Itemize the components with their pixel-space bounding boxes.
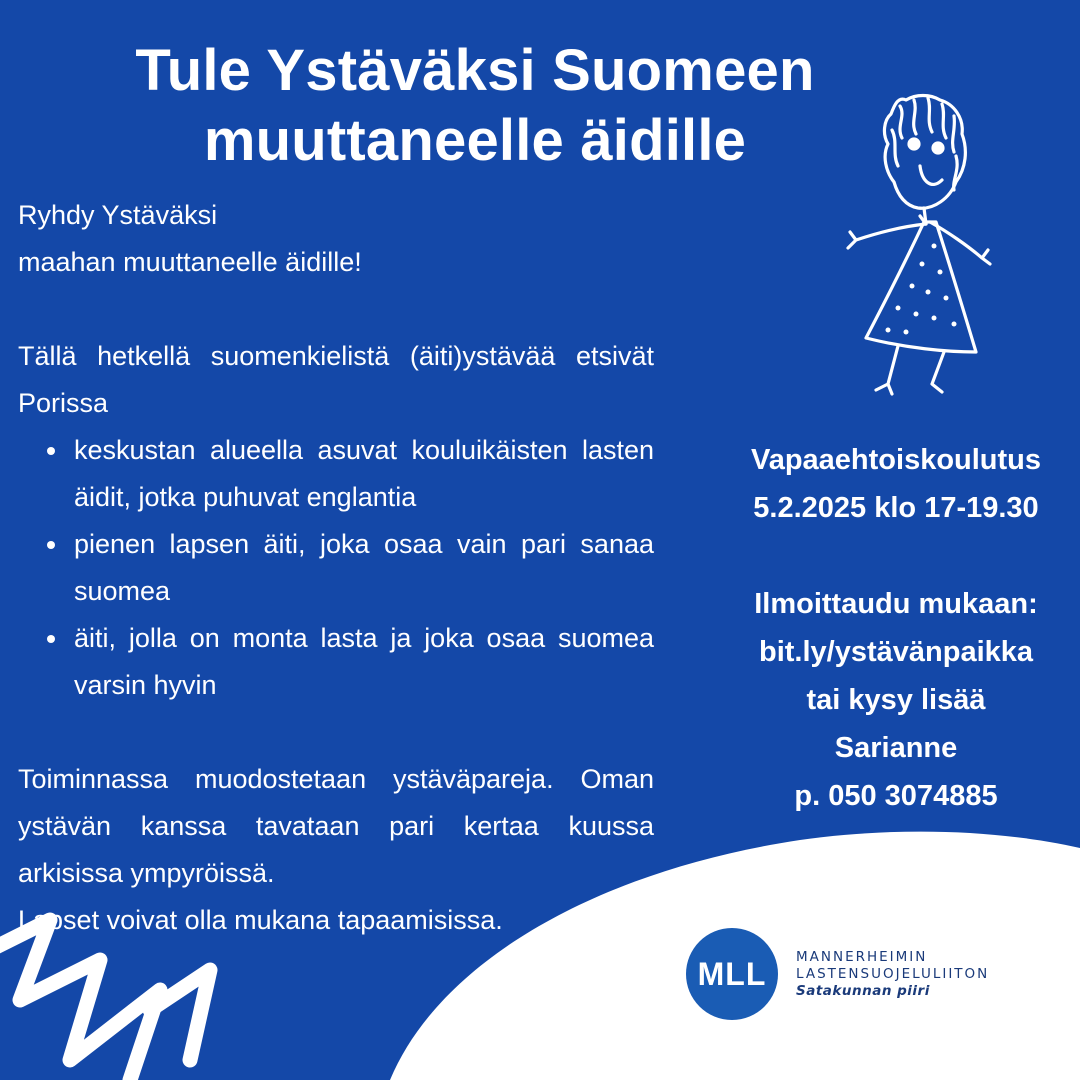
info-panel [710,436,1080,820]
intro-line-1: Ryhdy Ystäväksi [18,200,218,230]
signup-link[interactable]: bit.ly/ystävänpaikka [758,636,1034,668]
logo-line-1: MANNERHEIMIN [796,948,928,965]
training-datetime: 5.2.2025 klo 17-19.30 [753,492,1039,524]
logo-text [796,949,989,1000]
title-line-2: muuttaneelle äidille [203,108,747,173]
list-item: keskustan alueella asuvat kouluikäisten lasten äidit, jotka puhuvat englantia [74,427,654,521]
mll-logo [686,928,989,1020]
page-title [40,36,910,176]
title-line-1: Tule Ystäväksi Suomeen [135,38,815,103]
children-text: Lapset voivat olla mukana tapaamisissa. [18,905,503,935]
contact-name: Sarianne [834,732,958,764]
logo-line-3: Satakunnan piiri [796,982,930,999]
signup-label: Ilmoittaudu mukaan: [754,588,1038,620]
mother-drawing-icon [836,86,996,398]
zigzag-decoration-icon [0,910,240,1080]
main-text [18,192,654,944]
activity-text: Toiminnassa muodostetaan ystäväpareja. Oman ystävän kanssa tavataan pari kertaa kuussa arkisissa ympyröissä. [18,764,654,888]
list-item: äiti, jolla on monta lasta ja joka osaa suomea varsin hyvin [74,615,654,709]
or-ask-text: tai kysy lisää [806,684,986,716]
intro-line-2: maahan muuttaneelle äidille! [18,247,362,277]
contact-phone: p. 050 3074885 [794,780,998,812]
search-text: Tällä hetkellä suomenkielistä (äiti)ystävää etsivät Porissa [18,341,654,418]
bullet-list [18,427,654,709]
list-item: pienen lapsen äiti, joka osaa vain pari sanaa suomea [74,521,654,615]
logo-circle: MLL [686,928,778,1020]
training-label: Vapaaehtoiskoulutus [750,444,1042,476]
logo-line-2: LASTENSUOJELULIITON [796,965,990,982]
